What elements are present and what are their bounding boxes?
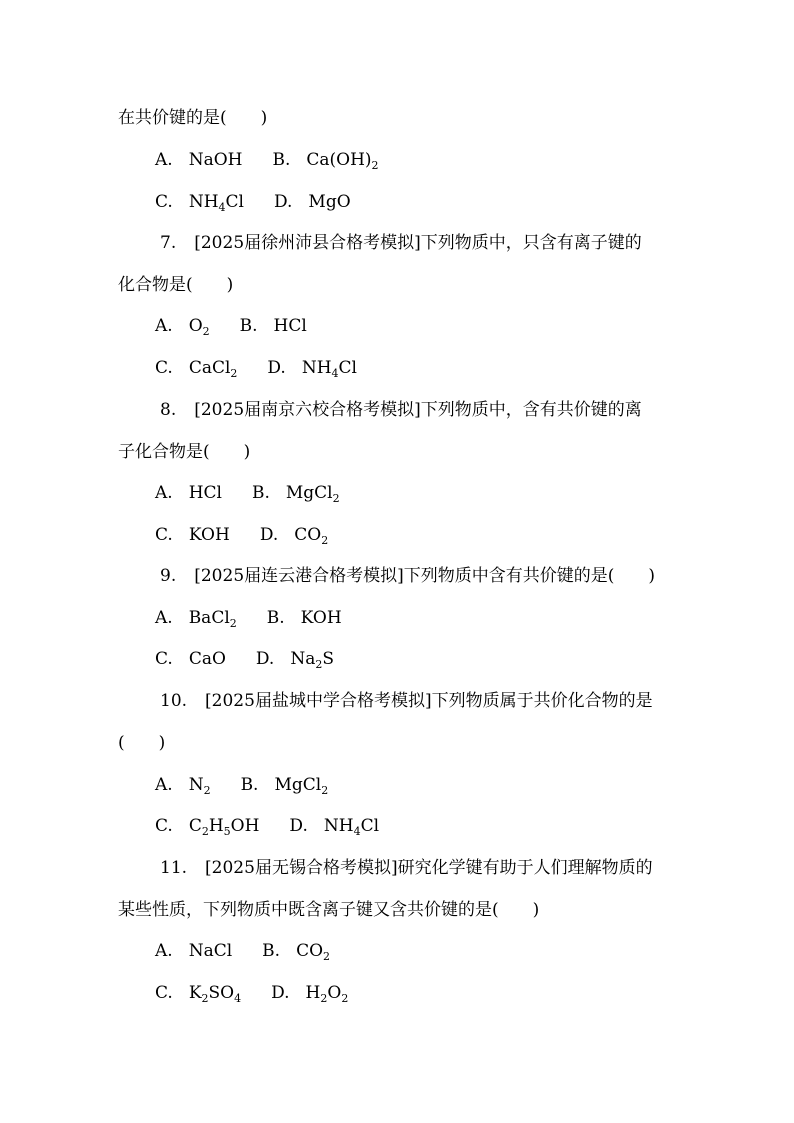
option-formula: CaO	[188, 649, 226, 669]
question-number: 8.	[160, 400, 177, 420]
option-letter: B.	[239, 316, 258, 336]
option-q6-c[interactable]	[155, 191, 244, 213]
q6-options-row1	[155, 149, 379, 171]
q6-stem-tail: 在共价键的是( )	[118, 108, 268, 128]
option-q10-d[interactable]	[289, 815, 379, 837]
q10-options-row2	[155, 815, 379, 837]
option-formula: KOH	[188, 525, 230, 545]
q7-options-row2	[155, 357, 357, 379]
option-q10-a[interactable]	[155, 774, 211, 796]
question-text: 下列物质属于共价化合物的是	[431, 691, 653, 711]
q11-stem-line2: 某些性质，下列物质中既含离子键又含共价键的是( )	[118, 900, 540, 920]
question-source: [2025届徐州沛县合格考模拟]	[194, 233, 421, 253]
question-number: 10.	[160, 691, 188, 711]
option-q8-d[interactable]	[260, 524, 328, 546]
option-letter: B.	[240, 775, 259, 795]
question-source: [2025届盐城中学合格考模拟]	[205, 691, 432, 711]
option-q9-c[interactable]	[155, 648, 226, 670]
option-q8-a[interactable]	[155, 482, 222, 504]
q8-stem-line2: 子化合物是( )	[118, 442, 251, 462]
question-number: 7.	[160, 233, 177, 253]
option-q7-b[interactable]	[240, 315, 307, 337]
option-formula: NaOH	[188, 150, 243, 170]
option-formula: $CO_2$	[294, 525, 329, 547]
option-q7-d[interactable]	[267, 357, 357, 379]
question-text: 下列物质中，含有共价键的离	[420, 400, 642, 420]
q11-options-row2	[155, 982, 348, 1004]
option-q8-c[interactable]	[155, 524, 230, 546]
option-q8-b[interactable]	[252, 482, 340, 504]
option-letter: D.	[273, 192, 293, 212]
q8-options-row2	[155, 524, 328, 546]
option-formula: $C_2H_5OH$	[188, 816, 260, 838]
q10-options-row1	[155, 774, 328, 796]
question-source: [2025届无锡合格考模拟]	[205, 858, 398, 878]
q9-options-row1	[155, 607, 342, 629]
option-letter: A.	[155, 316, 173, 336]
option-letter: C.	[155, 649, 173, 669]
question-number: 9.	[160, 566, 177, 586]
option-q9-b[interactable]	[267, 607, 342, 629]
option-q9-d[interactable]	[256, 648, 334, 670]
option-letter: B.	[251, 483, 270, 503]
option-letter: A.	[155, 483, 173, 503]
option-formula: $O_2$	[188, 316, 210, 338]
option-letter: D.	[255, 649, 275, 669]
option-q6-d[interactable]	[274, 191, 351, 213]
option-q9-a[interactable]	[155, 607, 237, 629]
q10-stem-line1	[160, 690, 653, 712]
q7-options-row1	[155, 315, 307, 337]
option-formula: HCl	[188, 483, 222, 503]
option-q6-b[interactable]	[272, 149, 378, 171]
option-formula: HCl	[273, 316, 307, 336]
option-letter: C.	[155, 983, 173, 1003]
option-letter: B.	[266, 608, 285, 628]
option-letter: D.	[259, 525, 279, 545]
option-letter: C.	[155, 192, 173, 212]
option-formula: BaCl$_2$	[188, 608, 237, 630]
q11-stem-line1	[160, 857, 653, 879]
option-q7-a[interactable]	[155, 315, 210, 337]
option-letter: B.	[262, 941, 281, 961]
question-text: 研究化学键有助于人们理解物质的	[397, 858, 653, 878]
option-q7-c[interactable]	[155, 357, 237, 379]
q11-options-row1	[155, 940, 330, 962]
q8-stem-line1	[160, 399, 642, 421]
q7-stem-line2: 化合物是( )	[118, 275, 234, 295]
option-formula: $K_2SO_4$	[188, 983, 242, 1005]
option-letter: A.	[155, 608, 173, 628]
option-letter: B.	[272, 150, 291, 170]
question-text: 下列物质中含有共价键的是( )	[403, 566, 656, 586]
option-formula: $NH_4Cl$	[301, 358, 357, 380]
option-letter: A.	[155, 150, 173, 170]
q6-options-row2	[155, 191, 351, 213]
option-letter: D.	[289, 816, 308, 836]
option-formula: $CO_2$	[296, 941, 331, 963]
q10-stem-line2: ( )	[118, 733, 166, 753]
question-number: 11.	[160, 858, 188, 878]
option-letter: C.	[155, 358, 173, 378]
option-formula: CaCl$_2$	[188, 358, 238, 380]
option-q10-c[interactable]	[155, 815, 259, 837]
option-formula: $Na_2S$	[290, 649, 335, 671]
option-formula: $Ca(OH)_2$	[306, 150, 379, 172]
option-q11-c[interactable]	[155, 982, 241, 1004]
option-formula: KOH	[300, 608, 342, 628]
option-q11-b[interactable]	[262, 940, 330, 962]
q7-stem-line1	[160, 232, 642, 254]
option-formula: $NH_4Cl$	[323, 816, 380, 838]
option-formula: MgO	[308, 192, 351, 212]
q9-options-row2	[155, 648, 334, 670]
option-letter: C.	[155, 525, 173, 545]
option-q11-a[interactable]	[155, 940, 232, 962]
option-letter: D.	[267, 358, 286, 378]
option-letter: A.	[155, 775, 173, 795]
option-formula: $N_2$	[188, 775, 211, 797]
option-formula: $H_2O_2$	[305, 983, 349, 1005]
question-text: 下列物质中，只含有离子键的	[420, 233, 642, 253]
question-source: [2025届连云港合格考模拟]	[194, 566, 404, 586]
option-letter: D.	[271, 983, 290, 1003]
option-formula: MgCl$_2$	[285, 483, 340, 505]
option-formula: $NH_4Cl$	[188, 192, 244, 214]
option-formula: MgCl$_2$	[274, 775, 329, 797]
option-q10-b[interactable]	[241, 774, 329, 796]
option-formula: NaCl	[188, 941, 233, 961]
question-source: [2025届南京六校合格考模拟]	[194, 400, 421, 420]
option-q11-d[interactable]	[271, 982, 348, 1004]
option-letter: A.	[155, 941, 173, 961]
q8-options-row1	[155, 482, 340, 504]
q9-stem-line1	[160, 565, 655, 587]
option-q6-a[interactable]	[155, 149, 242, 171]
option-letter: C.	[155, 816, 173, 836]
